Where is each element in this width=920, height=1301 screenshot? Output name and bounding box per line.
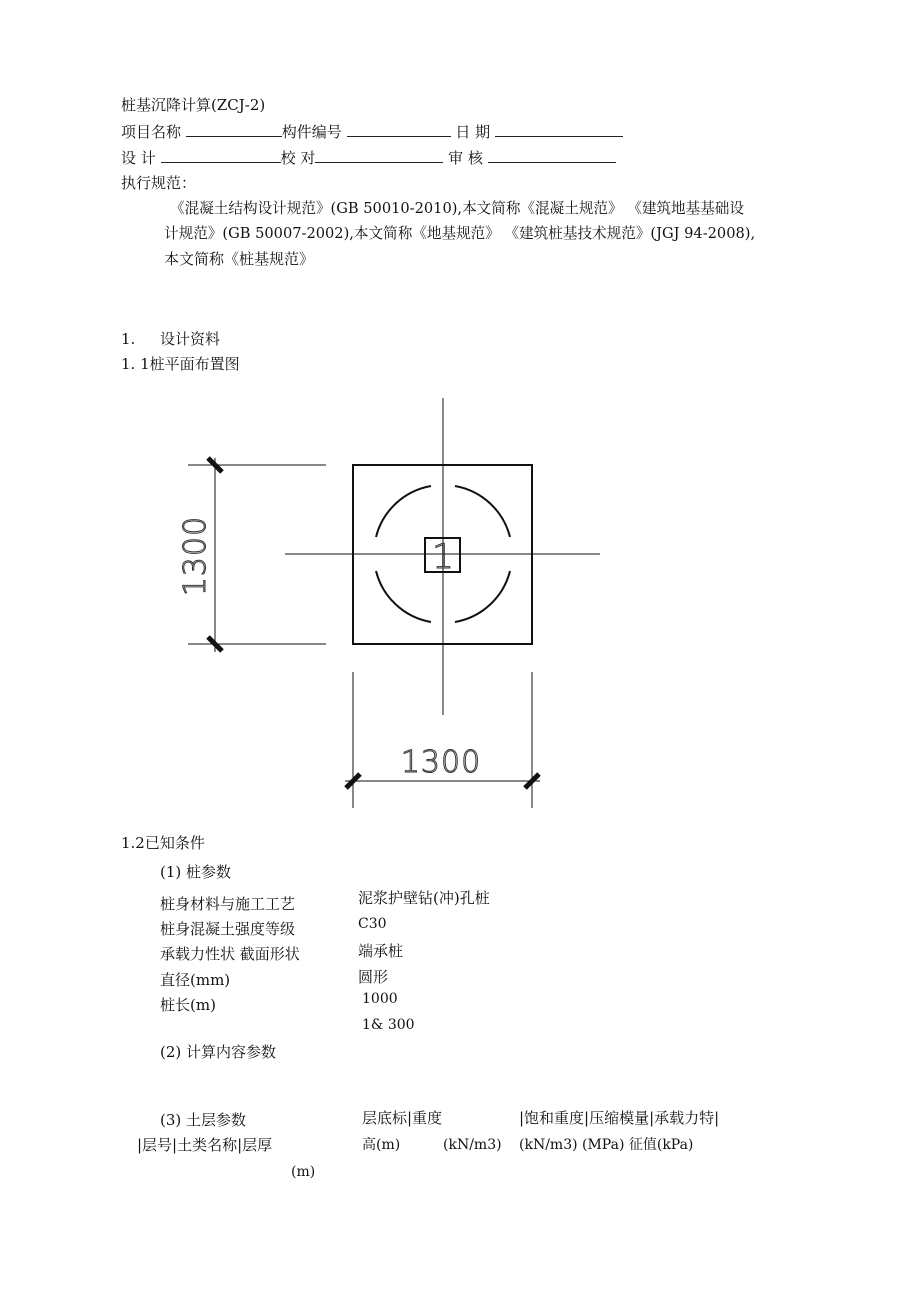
pile-param-label-diameter: 直径(mm) — [160, 971, 231, 989]
pile-circle-arc-top-right — [455, 486, 510, 537]
soil-col-elevation-weight: 层底标|重度 — [362, 1109, 443, 1127]
design-label: 设 计 — [121, 149, 156, 167]
soil-col-thickness-unit: (m) — [291, 1164, 316, 1180]
codes-line-3: 本文简称《桩基规范》 — [164, 250, 315, 268]
section-1-title: 设计资料 — [160, 330, 221, 348]
codes-line-2: 计规范》(GB 50007-2002),本文简称《地基规范》 《建筑桩基技术规范》(JGJ 94-2008), — [164, 225, 756, 242]
section-1-2-title: 1.2已知条件 — [121, 834, 205, 852]
soil-col-saturated-modulus-capacity: |饱和重度|压缩模量|承载力特| — [519, 1109, 720, 1127]
check-label: 校 对 — [280, 149, 316, 167]
pile-params-heading: (1) 桩参数 — [160, 863, 232, 881]
pile-param-value-concrete-grade: C30 — [358, 916, 387, 932]
section-1-number: 1. — [121, 330, 136, 348]
pile-param-label-length: 桩长(m) — [160, 996, 216, 1014]
soil-params-heading: (3) 土层参数 — [160, 1111, 247, 1129]
codes-label: 执行规范： — [121, 174, 197, 192]
pile-param-label-concrete-grade: 桩身混凝土强度等级 — [160, 920, 296, 938]
review-label: 审 核 — [448, 149, 483, 167]
soil-col-layer-name-thickness: |层号|土类名称|层厚 — [137, 1136, 273, 1154]
pile-param-value-diameter: 1000 — [362, 991, 398, 1007]
pile-param-value-material: 泥浆护壁钻(冲)孔桩 — [358, 889, 490, 907]
pile-number-label: 1 — [432, 537, 454, 577]
codes-line-1: 《混凝土结构设计规范》(GB 50010-2010),本文简称《混凝土规范》 《建筑地基基础设 — [170, 200, 744, 217]
pile-param-label-bearing-section: 承载力性状 截面形状 — [160, 945, 300, 963]
pile-param-value-section: 圆形 — [358, 968, 389, 986]
doc-title: 桩基沉降计算(ZCJ-2) — [121, 96, 266, 114]
calc-params-heading: (2) 计算内容参数 — [160, 1043, 277, 1061]
pile-circle-arc-bottom-left — [376, 571, 431, 622]
soil-col-other-units: (kN/m3) (MPa) 征值(kPa) — [519, 1137, 694, 1153]
pile-param-value-bearing: 端承桩 — [358, 942, 404, 960]
pile-param-value-length: 1& 300 — [362, 1017, 415, 1033]
pile-circle-arc-bottom-right — [455, 571, 510, 622]
component-no-label: 构件编号 — [281, 123, 342, 141]
dim-vertical-label: 1300 — [178, 515, 213, 597]
soil-col-elevation-unit: 高(m) — [362, 1137, 401, 1153]
section-1-1-title: 1. 1桩平面布置图 — [121, 355, 240, 373]
pile-circle-arc-top-left — [376, 486, 431, 537]
pile-param-label-material: 桩身材料与施工工艺 — [160, 895, 296, 913]
date-label: 日 期 — [455, 123, 491, 141]
dim-horizontal-label: 1300 — [400, 745, 482, 780]
project-name-label: 项目名称 — [121, 123, 182, 141]
soil-col-weight-unit: (kN/m3) — [443, 1137, 502, 1153]
